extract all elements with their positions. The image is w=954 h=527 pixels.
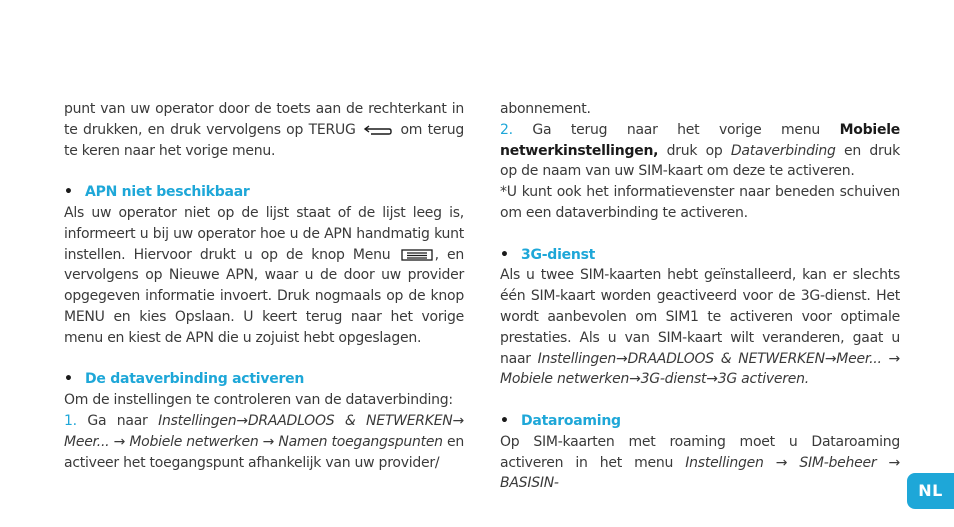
text: , en vervolgens op Nieuwe APN, waar u de door uw provider opgegeven informatie invoert. Druk nogmaals op de knop MENU en kies Opslaan. U keert terug naar het vorige menu en kiest de APN die u zojuist hebt opgeslagen. [64,246,465,346]
menu-path: Instellingen [537,350,616,367]
right-column [500,99,900,494]
arrow-icon: → [888,454,901,471]
text: om terug te keren naar het vorige menu. [64,121,464,159]
menu-path: 3G activeren. [717,371,809,388]
menu-path: SIM-beheer [799,454,877,471]
bullet-heading [64,369,464,390]
bullet-heading [64,182,464,203]
arrow-icon: → [452,412,465,429]
text: druk op [666,142,723,159]
menu-path: DRAADLOOS & NETWERKEN [627,350,825,367]
menu-path: Namen toegangspunten [278,433,443,450]
menu-path: Meer... [836,350,882,367]
bullet-dot: • [500,412,509,429]
bullet-dot: • [64,184,73,201]
arrow-icon: → [888,350,901,367]
menu-path: Instellingen [685,454,764,471]
step-number: 1. [64,412,77,429]
heading-text: Dataroaming [521,412,621,429]
heading-text: APN niet beschikbaar [85,184,250,201]
left-column [64,99,464,473]
menu-path: Dataverbinding [730,142,836,159]
menu-path: BASISIN- [500,475,559,492]
step-2 [500,120,900,182]
menu-path: Instellingen [158,412,237,429]
text: en druk op de naam van uw SIM-kaart om deze te activeren. [500,142,901,180]
text: abonnement. [500,101,591,117]
text: Op SIM-kaarten met roaming moet u Dataroaming activeren in het menu [500,433,900,471]
menu-icon [401,249,433,261]
menu-path: DRAADLOOS & NETWERKEN [247,412,453,429]
text: Ga naar [87,412,148,429]
arrow-icon: → [824,350,837,367]
note [500,182,900,224]
menu-path: 3G-dienst [640,371,707,388]
paragraph-apn [64,203,464,349]
paragraph-data [64,390,464,411]
arrow-icon: → [113,433,126,450]
bullet-heading [500,245,900,266]
back-arrow-icon [363,124,393,136]
arrow-icon: → [706,371,718,388]
bullet-heading [500,411,900,432]
text: *U kunt ook het informatievenster naar beneden schuiven om een dataverbinding te activeren. [500,184,900,221]
arrow-icon: → [615,350,628,367]
paragraph-3g [500,265,900,390]
text: punt van uw operator door de toets aan de rechterkant in te drukken, en druk vervolgens op TERUG [64,101,464,138]
step-1 [64,411,464,473]
text: Ga terug naar het vorige menu [532,121,821,138]
bullet-dot: • [64,371,73,388]
paragraph-roaming [500,432,900,494]
menu-path: Mobiele netwerken [129,433,259,450]
text: Om de instellingen te controleren van de dataverbinding: [64,392,453,409]
paragraph-back [64,99,464,161]
arrow-icon: → [775,454,788,471]
text: en activeer het toegangspunt afhankelijk van uw provider/ [64,433,465,471]
arrow-icon: → [629,371,641,388]
arrow-icon: → [262,433,275,450]
text: Als u twee SIM-kaarten hebt geïnstalleerd, kan er slechts één SIM-kaart worden geactiveerd voor de 3G-dienst. Het wordt aanbevolen om SIM1 te activeren voor optimale prestaties. Als u van SIM-kaart wilt veranderen, gaat u naar [500,267,900,367]
step-number: 2. [500,121,513,138]
paragraph-subscription [500,99,900,120]
menu-path: Mobiele netwerken [500,371,630,388]
menu-path: Meer... [64,433,110,450]
heading-text: 3G-dienst [521,246,596,263]
arrow-icon: → [236,412,248,429]
bullet-dot: • [500,246,509,263]
text: Als uw operator niet op de lijst staat of de lijst leeg is, informeert u bij uw operator hoe u de APN handmatig kunt instellen. Hiervoor drukt u op de knop Menu [64,204,464,263]
heading-text: De dataverbinding activeren [85,371,305,388]
menu-name: Mobiele netwerkinstellingen, [500,121,900,159]
language-badge: NL [907,473,954,509]
